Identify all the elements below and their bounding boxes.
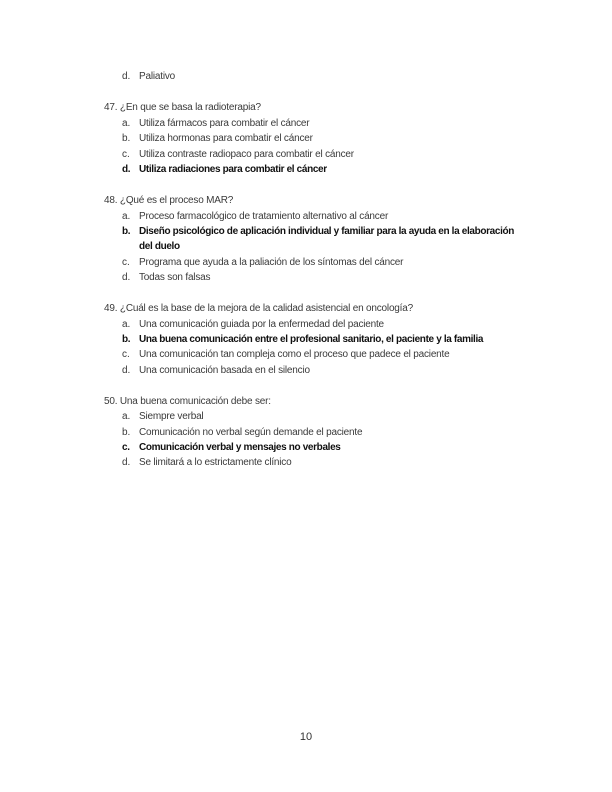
option-letter: b.	[122, 427, 131, 438]
option-letter: d.	[122, 457, 131, 468]
option-letter: c.	[122, 149, 130, 160]
option-letter: c.	[122, 442, 130, 453]
correct-option-text-continued: del duelo	[139, 241, 180, 252]
option-text: Utiliza fármacos para combatir el cáncer	[139, 118, 310, 129]
correct-option-text: Una buena comunicación entre el profesional sanitario, el paciente y la familia	[139, 334, 484, 345]
option-text: Utiliza contraste radiopaco para combatir el cáncer	[139, 149, 354, 160]
option-text: Todas son falsas	[139, 272, 211, 283]
option-letter: b.	[122, 133, 131, 144]
option-letter: d.	[122, 365, 131, 376]
option-letter: c.	[122, 257, 130, 268]
option-letter: a.	[122, 411, 131, 422]
option-letter: b.	[122, 334, 131, 345]
question-text: 47. ¿En que se basa la radioterapia?	[104, 102, 261, 113]
option-text: Se limitará a lo estrictamente clínico	[139, 457, 292, 468]
question-text: 48. ¿Qué es el proceso MAR?	[104, 195, 234, 206]
option-letter: d.	[122, 164, 131, 175]
option-text: Una comunicación guiada por la enfermedad del paciente	[139, 319, 384, 330]
page-number: 10	[299, 731, 313, 743]
option-text: Comunicación no verbal según demande el paciente	[139, 427, 363, 438]
option-letter: b.	[122, 226, 131, 237]
option-letter: a.	[122, 118, 131, 129]
correct-option-text: Comunicación verbal y mensajes no verbales	[139, 442, 341, 453]
correct-option-text: Diseño psicológico de aplicación individual y familiar para la ayuda en la elaboración	[139, 226, 515, 237]
option-letter: a.	[122, 211, 131, 222]
option-text: Utiliza hormonas para combatir el cáncer	[139, 133, 313, 144]
question-text: 49. ¿Cuál es la base de la mejora de la calidad asistencial en oncología?	[104, 303, 413, 314]
option-letter: d.	[122, 272, 131, 283]
option-text: Programa que ayuda a la paliación de los síntomas del cáncer	[139, 257, 404, 268]
question-text: 50. Una buena comunicación debe ser:	[104, 396, 271, 407]
option-text: Siempre verbal	[139, 411, 204, 422]
option-letter: c.	[122, 349, 130, 360]
option-text: Proceso farmacológico de tratamiento alternativo al cáncer	[139, 211, 389, 222]
option-letter: a.	[122, 319, 131, 330]
option-text: Una comunicación basada en el silencio	[139, 365, 310, 376]
option-text: Una comunicación tan compleja como el proceso que padece el paciente	[139, 349, 450, 360]
option-text: Paliativo	[139, 71, 175, 82]
correct-option-text: Utiliza radiaciones para combatir el cáncer	[139, 164, 327, 175]
option-letter: d.	[122, 71, 131, 82]
